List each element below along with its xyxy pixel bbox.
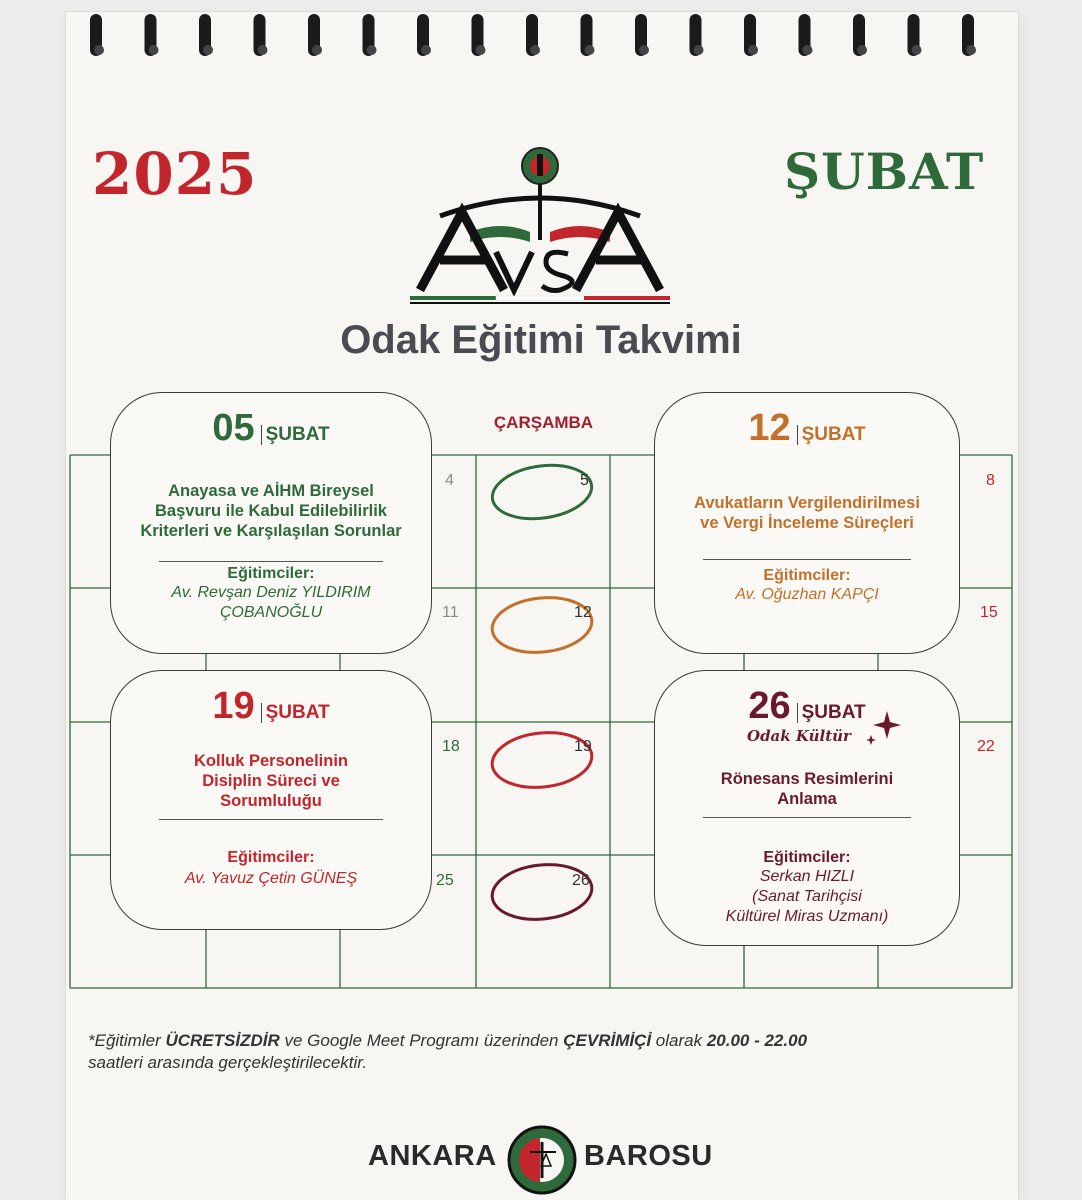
event-title: Kolluk Personelinin Disiplin Süreci ve Sorumluluğu xyxy=(193,752,349,810)
day-number: 4 xyxy=(445,472,454,489)
event-card-feb-26 xyxy=(654,670,960,946)
day-number: 22 xyxy=(977,738,995,755)
event-date xyxy=(655,685,959,728)
odak-kultur-tag: Odak Kültür xyxy=(747,727,851,745)
ankara-barosu-emblem-icon xyxy=(506,1124,578,1196)
wednesday-column-header: ÇARŞAMBA xyxy=(493,413,594,432)
event-card-feb-19 xyxy=(110,670,432,930)
trainers-label: Eğitimciler: xyxy=(227,849,315,866)
sparkle-icon xyxy=(863,709,903,749)
event-day: 12 xyxy=(748,407,791,449)
trainers-label: Eğitimciler: xyxy=(763,567,851,584)
trainer-names: Av. Revşan Deniz YILDIRIM ÇOBANOĞLU xyxy=(171,584,371,621)
footer-left-text: ANKARA xyxy=(368,1140,497,1172)
trainers-label: Eğitimciler: xyxy=(763,849,851,866)
event-month: ŞUBAT xyxy=(261,425,330,445)
event-date xyxy=(111,685,431,728)
avsa-logo xyxy=(400,140,680,310)
trainers-label: Eğitimciler: xyxy=(227,565,315,582)
divider xyxy=(159,561,383,562)
day-number: 12 xyxy=(574,604,592,621)
event-month: ŞUBAT xyxy=(261,703,330,723)
event-day: 19 xyxy=(212,685,255,727)
divider xyxy=(703,559,911,560)
day-number: 19 xyxy=(574,738,592,755)
footer-branding xyxy=(0,1120,1082,1190)
event-date xyxy=(111,407,431,450)
trainer-names: Av. Oğuzhan KAPÇI xyxy=(735,586,879,603)
day-number: 18 xyxy=(442,738,460,755)
event-title: Rönesans Resimlerini Anlama xyxy=(720,770,894,808)
day-number: 8 xyxy=(986,472,995,489)
trainer-names: Serkan HIZLI (Sanat Tarihçisi Kültürel Miras Uzmanı) xyxy=(725,868,889,925)
event-month: ŞUBAT xyxy=(797,425,866,445)
event-title: Anayasa ve AİHM Bireysel Başvuru ile Kabul Edilebilirlik Kriterleri ve Karşılaşılan Sorunlar xyxy=(140,482,402,540)
trainer-names: Av. Yavuz Çetin GÜNEŞ xyxy=(184,870,358,887)
event-card-feb-05 xyxy=(110,392,432,654)
month-label: ŞUBAT xyxy=(784,142,985,201)
event-card-feb-12 xyxy=(654,392,960,654)
event-title: Avukatların Vergilendirilmesi ve Vergi İnceleme Süreçleri xyxy=(694,494,920,532)
day-number: 5 xyxy=(580,472,589,489)
page-subtitle: Odak Eğitimi Takvimi xyxy=(340,318,742,362)
info-note: *Eğitimler ÜCRETSİZDİR ve Google Meet Programı üzerinden ÇEVRİMİÇİ olarak 20.00 - 22.00 saatleri arasında gerçekleştirilecektir. xyxy=(88,1031,808,1072)
divider xyxy=(703,817,911,818)
event-month: ŞUBAT xyxy=(797,703,866,723)
event-date xyxy=(655,407,959,450)
day-number: 25 xyxy=(436,872,454,889)
day-number: 15 xyxy=(980,604,998,621)
divider xyxy=(159,819,383,820)
event-day: 26 xyxy=(748,685,791,727)
event-day: 05 xyxy=(212,407,255,449)
year-label: 2025 xyxy=(92,140,258,208)
footer-right-text: BAROSU xyxy=(584,1140,713,1172)
day-number: 26 xyxy=(572,872,590,889)
day-number: 11 xyxy=(442,604,459,621)
